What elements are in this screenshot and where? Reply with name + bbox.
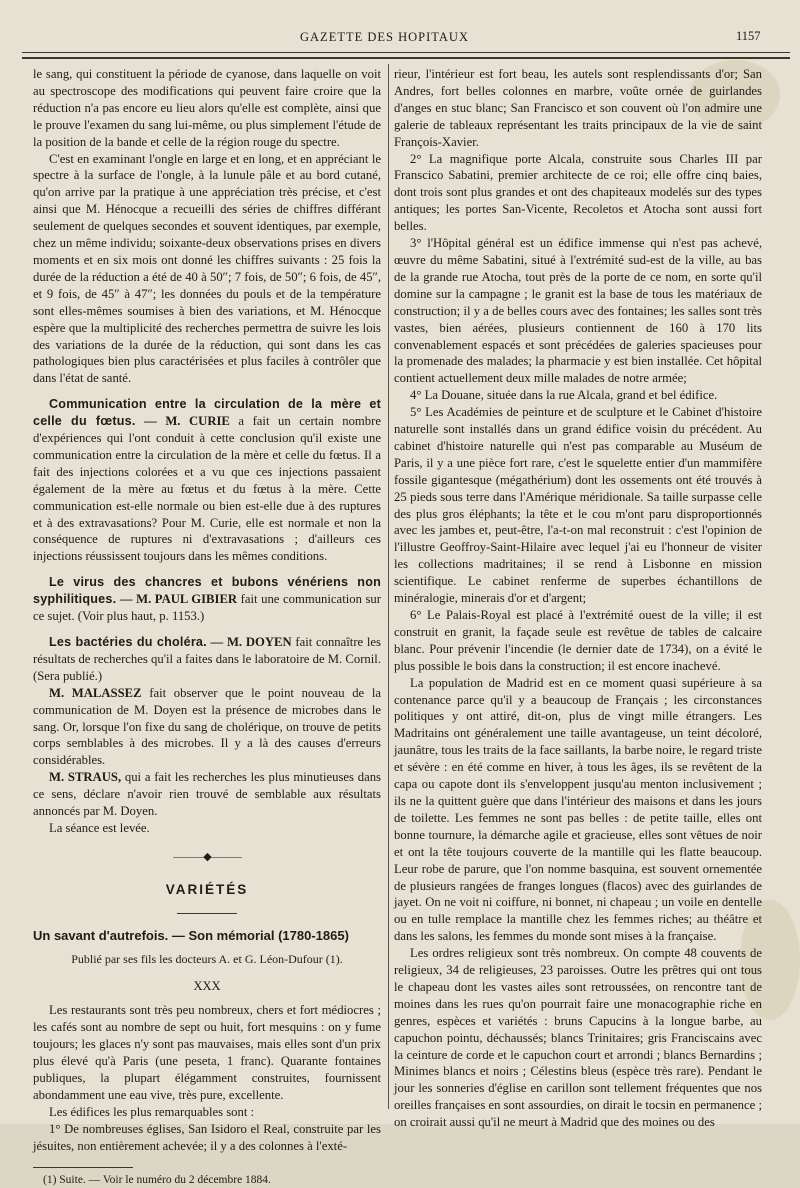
page-number: 1157: [736, 29, 761, 43]
paragraph: La population de Madrid est en ce moment quasi supérieure à sa contenance parce qu'il y a beaucoup de Français ; les circonstances politiques y ont attiré, dit-on, plus de vingt mille étrangers. Les Madritains ont généralement une taille avantageuse, un teint décoloré, jaunâtre, tous les traits de la face saillants, la barbe noire, le regard triste et sévère : en été comme en hiver, à tous les âges, ils se revêtent de la capa ou capote dont ils s'enveloppent jusqu'au menton inclusivement ; ils ne la quittent guère que dans l'intérieur des maisons et dans les jours de toilette. Les femmes ne sont pas belles : de petite taille, elles ont bonne tournure, la démarche agile et gracieuse, elles sont vêtues de noir et ont la tête toujours couverte de la mantille qui les flatte beaucoup. Leur robe de parure, que l'on nomme basquina, est souvent ornementée de plusieurs rangées de franges longues (flacos) avec des guirlandes de jayet. On ne voit ni coiffure, ni bonnet, ni chapeau ; un voile en dentelle ou en tulle remplace la mantille chez les femmes riches; au théâtre et dans les salons, les femmes du monde sont mises à la française.: [394, 675, 762, 944]
paragraph: Les ordres religieux sont très nombreux. On compte 48 couvents de religieux, 34 de religieuses, 23 paroisses. Outre les prêtres qui ont tous le chapeau dont les vastes ailes sont retroussées, on rencontre tant de moines dans les rues qu'on pourrait faire une monacographie riche en genres, espèces et variétés : bruns Capucins à la longue barbe, au capuchon pointu, déchaussés; blancs Trinitaires; gris Franciscains avec la ceinture de corde et le capuchon court et arrondi ; blancs Bernardins ; Minimes blancs et noirs ; Célestins bleus (espèce très rare). Pendant le jour les sonneries d'église en carillon sont tellement fréquentes que nos oreilles françaises en sont assourdies, on dirait le tocsin en permanence ; on croirait aussi qu'il ne meurt à Madrid que des moines ou des: [394, 946, 762, 1130]
doyen-item: [33, 634, 381, 685]
section-rule: [177, 913, 237, 914]
section-title: VARIÉTÉS: [165, 881, 249, 897]
paragraph: C'est en examinant l'ongle en large et en long, et en appréciant le spectre à la surface de l'ongle, à la lunule pâle et au bord cutané, qu'on arrive par la pratique à une appréciation très précise, et c'est ainsi que M. Hénocque a recueilli des séries de chiffres différant seulement de quelques secondes et souvent identiques, par exemple, chez un même individu; soixante-deux observations prises en divers moments et en six mois ont donné les chiffres suivants : 25 fois la durée de la réduction a été de 40 à 50″; 7 fois, de 50″; 6 fois, de 45″, et 9 fois, de 45″ à 47″; les données du pouls et de la température sont elles-mêmes soumises à bien des variations, et M. Hénocque espère que la multiplicité des recherches permettra de suivre les lois des variations de la durée de la réduction, qui sont dans les cas pathologiques bien plus caractérisées et plus faciles à contrôler que dans l'état de santé.: [33, 151, 381, 386]
left-column: [33, 66, 381, 1188]
article-byline: Publié par ses fils les docteurs A. et G. Léon-Dufour (1).: [71, 951, 343, 966]
paragraph: 1° De nombreuses églises, San Isidoro el Real, construite par les jésuites, non entièrement achevée; il y a des colonnes à l'exté-: [33, 1121, 381, 1153]
article-title: Un savant d'autrefois. — Son mémorial (1780-1865): [33, 927, 349, 943]
item-text: qui a fait les recherches les plus minutieuses dans ce sens, déclare n'avoir rien trouvé de semblable aux résultats annoncés par M. Doyen.: [33, 770, 381, 819]
item-author: — M. PAUL GIBIER: [119, 592, 238, 607]
footnote: (1) Suite. — Voir le numéro du 2 décembre 1884.: [43, 1173, 271, 1186]
paragraph: le sang, qui constituent la période de cyanose, dans laquelle on voit au spectroscope des modifications qui peuvent faire croire que la réduction n'a pas encore eu lieu alors qu'elle est complète, ainsi que le prouve l'examen du sang lui-même, ou plus simplement l'étude de la position de la bande et celle de la région rouge du spectre.: [33, 67, 381, 149]
curie-item: [33, 396, 381, 565]
paragraph: 5° Les Académies de peinture et de sculpture et le Cabinet d'histoire naturelle sont installés dans un grand édifice voisin du précédent. Au cabinet d'histoire naturelle qui n'est pas comparable au Muséum de Paris, il y a une pièce fort rare, c'est le squelette entier d'un mammifère fossile gigantesque (mégathérium) dont les ossements ont été trouvés à 25 pieds sous terre dans l'Amérique méridionale. Sa taille surpasse celle des plus gros éléphants; la tête et le cou m'ont paru disproportionnés avec les jambes et, peut-être, l'a-t-on mal reconstruit : c'est l'opinion de l'illustre Geoffroy-Saint-Hilaire avec lequel j'ai eu l'honneur de visiter les collections madritaines; il se rend à Lisbonne en mission scientifique. Le cabinet renferme de superbes échantillons de minéralogie, minerais d'or et d'argent;: [394, 405, 762, 606]
footnote-rule: [33, 1167, 133, 1168]
paragraph: Les restaurants sont très peu nombreux, chers et fort médiocres ; les cafés sont au nombre de sept ou huit, fort mesquins : on y fume toujours; les glaces n'y sont pas mauvaises, mais elles sont d'un prix plus élevé qu'à Paris (une peseta, 1 franc). Quarante fontaines publiques, la plupart élégamment construites, fournissent abondamment une eau vive, très pure, excellente.: [33, 1003, 381, 1102]
straus-item: [33, 769, 381, 820]
item-text: fait une communication sur ce sujet. (Voir plus haut, p. 1153.): [33, 592, 381, 624]
header-rule-double: [22, 57, 790, 59]
item-heading: Les bactéries du choléra.: [49, 635, 207, 649]
paragraph: rieur, l'intérieur est fort beau, les autels sont resplendissants d'or; San Andres, fort belles colonnes en marbre, voûte ornée de guirlandes d'anges en stuc blanc; San Francisco et son couvent où l'on admire une galerie de tableaux représentant les traits principaux de la vie de saint François-Xavier.: [394, 67, 762, 149]
item-heading: Le virus des chancres et bubons vénériens non syphilitiques.: [33, 575, 381, 607]
header-rule: [22, 52, 790, 53]
chapter-number: XXX: [193, 978, 221, 993]
item-author: M. STRAUS,: [49, 770, 122, 785]
right-column: [394, 66, 762, 1131]
column-divider: [388, 64, 389, 1109]
item-author: — M. CURIE: [144, 414, 230, 429]
malassez-item: [33, 685, 381, 770]
paragraph: 3° l'Hôpital général est un édifice immense qui n'est pas achevé, œuvre du même Sabatini, situé à l'extrémité sud-est de la ville, au bas de la grande rue Atocha, tout près de la porte de ce nom, en sorte qu'il domine sur la campagne ; le granit est la base de tous les matériaux de construction; il y a de belles cours avec des fontaines; les salles sont très vastes, bien aérées, plusieurs contiennent de 160 à 170 lits convenablement espacés et sont précédées de galeries spacieuses pour la promenade des malades; la pharmacie y est bien installée. Cet hôpital contient actuellement deux mille malades de notre armée;: [394, 236, 762, 386]
closing-line: La séance est levée.: [49, 820, 150, 835]
item-author: — M. DOYEN: [210, 635, 292, 649]
paragraph: 4° La Douane, située dans la rue Alcala, grand et bel édifice.: [410, 388, 718, 403]
running-head: GAZETTE DES HOPITAUX: [300, 30, 469, 44]
paragraph: 6° Le Palais-Royal est placé à l'extrémité ouest de la ville; il est construit en granit, la façade seule est revêtue de tables de calcaire blanc. Pour prévenir l'incendie (le dernier date de 1734), on a évité le plus possible le bois dans la construction; il est encore inachevé.: [394, 608, 762, 673]
item-text: fait observer que le point nouveau de la communication de M. Doyen est la présence de microbes dans le sang. Or, lorsque l'on fixe du sang de cholérique, on trouve de petits corps semblables à des microbes. Il y a là des causes d'erreurs considérables.: [33, 685, 381, 768]
gibier-item: [33, 574, 381, 625]
item-text: a fait un certain nombre d'expériences qui l'ont conduit à cette conclusion qu'il existe une communication entre la circulation de la mère et celle du fœtus. Il a fait des injections colorées et a vu que ces injections passaient également de la mère au fœtus et du fœtus à la mère. Cette communication est-elle normale ou bien est-elle due à des ruptures et à des extravasations? Pour M. Curie, elle est normale et non la conséquence de ruptures ni d'extravasations ; d'ailleurs ces injections réussissent toujours dans les mêmes conditions.: [33, 414, 382, 564]
item-author: M. MALASSEZ: [49, 685, 142, 700]
ornament-divider: ———◆———: [173, 850, 241, 863]
paragraph: Les édifices les plus remarquables sont :: [49, 1104, 255, 1119]
item-text: fait connaître les résultats de recherches qu'il a faites dans le laboratoire de M. Cornil. (Sera publié.): [33, 635, 381, 683]
paragraph: 2° La magnifique porte Alcala, construite sous Charles III par Franscico Sabatini, premier architecte de ce roi; elle offre cinq baies, dont trois sont plus grandes et ont des chapiteaux modelés sur des types antiques; les portes San-Vicente, Recoletos et Atocha sont aussi fort belles.: [394, 151, 762, 234]
item-heading: Communication entre la circulation de la mère et celle du fœtus.: [33, 397, 381, 429]
